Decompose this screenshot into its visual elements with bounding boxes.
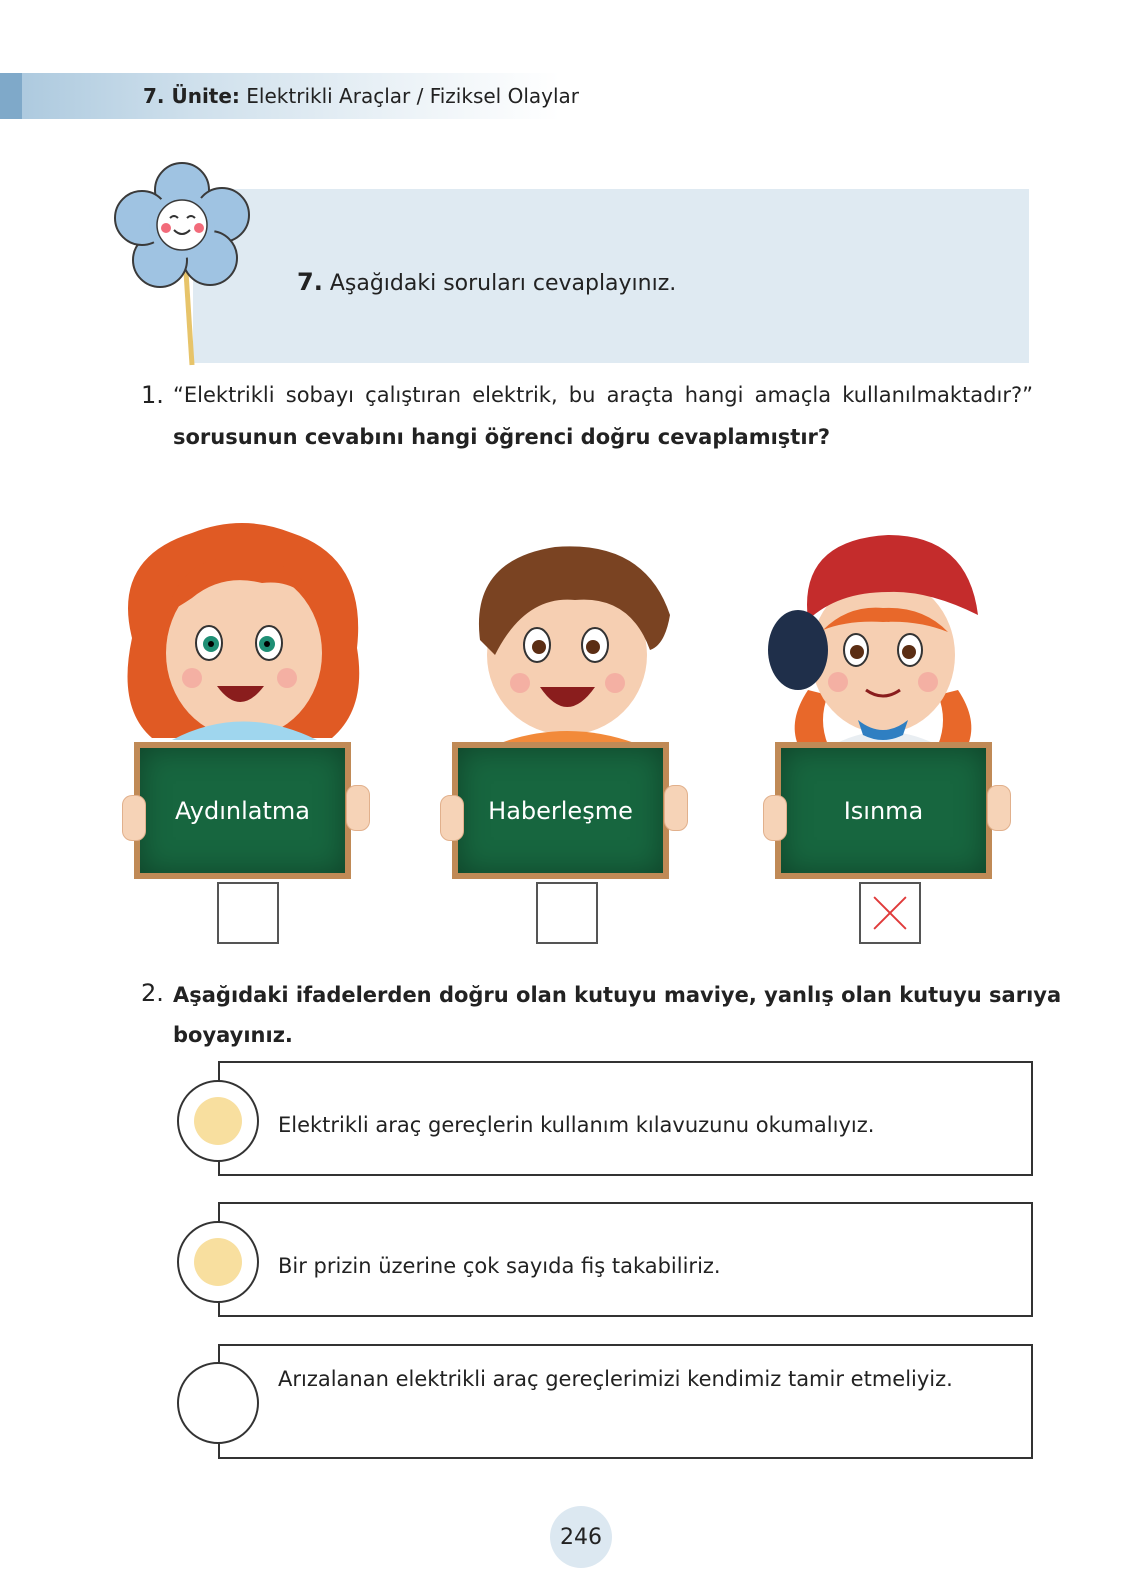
yellow-fill-dot xyxy=(194,1097,242,1145)
chalkboard-label: Haberleşme xyxy=(488,796,633,825)
chalkboard-aydinlatma xyxy=(134,742,351,879)
hand-right xyxy=(664,785,688,831)
question1-subtext: sorusunun cevabını hangi öğrenci doğru cevaplamıştır? xyxy=(173,425,831,449)
answer-checkbox-haberlesme[interactable] xyxy=(536,882,598,944)
x-mark-icon xyxy=(861,884,919,942)
hand-left xyxy=(440,795,464,841)
flower-icon xyxy=(110,160,260,370)
statement-text-2: Bir prizin üzerine çok sayıda fiş takabiliriz. xyxy=(278,1254,721,1278)
hand-left xyxy=(122,795,146,841)
boy-brown-hair-illustration xyxy=(455,535,680,747)
girl-curly-hair-illustration xyxy=(112,518,372,750)
hand-right xyxy=(987,785,1011,831)
unit-header xyxy=(143,84,579,108)
statement-text-3: Arızalanan elektrikli araç gereçlerimizi kendimiz tamir etmeliyiz. xyxy=(278,1367,953,1391)
page-number-label: 246 xyxy=(560,1524,602,1550)
page-number xyxy=(550,1506,612,1568)
question2-subtext: boyayınız. xyxy=(173,1023,293,1047)
instruction-label: Aşağıdaki soruları cevaplayınız. xyxy=(329,271,677,296)
chalkboard-label: Aydınlatma xyxy=(175,796,310,825)
question2-number: 2. xyxy=(141,979,164,1007)
statement-box-3 xyxy=(218,1344,1033,1459)
statement-color-circle-3[interactable] xyxy=(177,1362,259,1444)
answer-checkbox-aydinlatma[interactable] xyxy=(217,882,279,944)
yellow-fill-dot xyxy=(194,1238,242,1286)
unit-title: Elektrikli Araçlar / Fiziksel Olaylar xyxy=(246,84,580,108)
instruction-number: 7. xyxy=(297,268,323,296)
question2-text: Aşağıdaki ifadelerden doğru olan kutuyu maviye, yanlış olan kutuyu sarıya xyxy=(173,983,1062,1007)
answer-checkbox-isinma[interactable] xyxy=(859,882,921,944)
statement-text-1: Elektrikli araç gereçlerin kullanım kılavuzunu okumalıyız. xyxy=(278,1113,875,1137)
unit-label: 7. Ünite: xyxy=(143,84,240,108)
hand-left xyxy=(763,795,787,841)
girl-red-cap-illustration xyxy=(768,520,998,748)
question1-text: “Elektrikli sobayı çalıştıran elektrik, bu araçta hangi amaçla kullanılmaktadır?” xyxy=(173,383,1033,407)
hand-right xyxy=(346,785,370,831)
statement-color-circle-2[interactable] xyxy=(177,1221,259,1303)
chalkboard-haberlesme xyxy=(452,742,669,879)
question1-number: 1. xyxy=(141,381,164,409)
chalkboard-label: Isınma xyxy=(843,796,924,825)
chalkboard-isinma xyxy=(775,742,992,879)
header-accent xyxy=(0,73,22,119)
statement-color-circle-1[interactable] xyxy=(177,1080,259,1162)
instruction-text xyxy=(297,268,676,296)
